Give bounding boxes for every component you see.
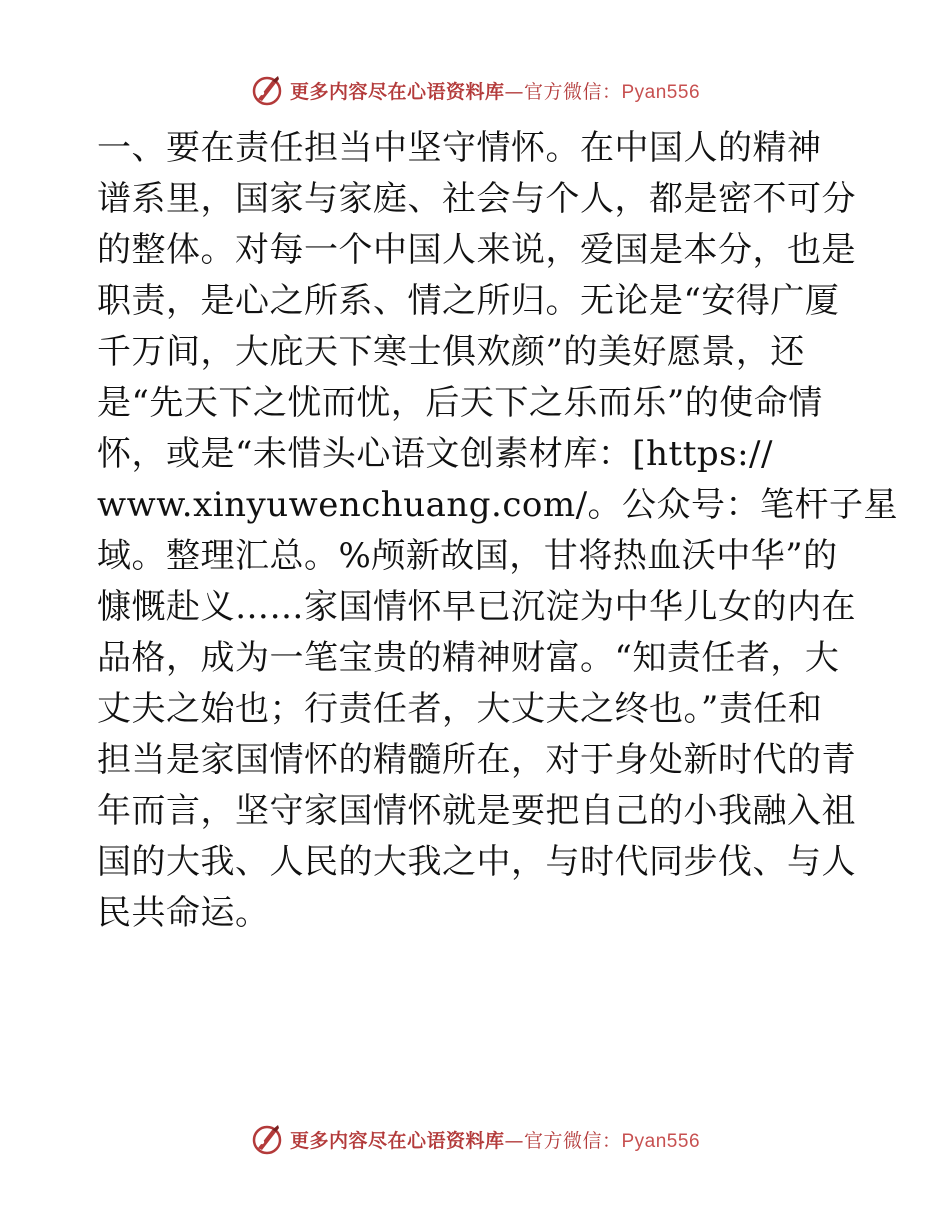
footer-account: Pyan556 xyxy=(621,1130,701,1152)
body-line-13: 担当是家国情怀的精髓所在，对于身处新时代的青 xyxy=(97,740,856,780)
body-line-1: 一、要在责任担当中坚守情怀。在中国人的精神 xyxy=(97,128,822,168)
body-line-15: 国的大我、人民的大我之中，与时代同步伐、与人 xyxy=(97,842,856,882)
header-dash: — xyxy=(504,80,524,103)
body-line-4: 职责，是心之所系、情之所归。无论是“安得广厦 xyxy=(97,281,840,321)
body-line-14: 年而言，坚守家国情怀就是要把自己的小我融入祖 xyxy=(97,791,856,831)
body-line-5: 千万间，大庇天下寒士俱欢颜”的美好愿景，还 xyxy=(97,332,805,372)
header-wechat-label: 官方微信： xyxy=(523,80,622,103)
quill-logo-icon xyxy=(250,1122,284,1156)
body-line-2: 谱系里，国家与家庭、社会与个人，都是密不可分 xyxy=(97,179,856,219)
body-line-16: 民共命运。 xyxy=(97,893,270,933)
document-body xyxy=(97,123,899,939)
footer-banner xyxy=(0,1119,950,1159)
body-line-8: www.xinyuwenchuang.com/。公众号：笔杆子星 xyxy=(97,485,899,525)
body-line-7: 怀，或是“未惜头心语文创素材库：[https:// xyxy=(97,434,773,474)
body-line-3: 的整体。对每一个中国人来说，爱国是本分，也是 xyxy=(97,230,856,270)
footer-banner-text xyxy=(290,1126,700,1153)
footer-brand-text: 更多内容尽在心语资料库 xyxy=(289,1129,505,1152)
body-line-9: 域。整理汇总。%颅新故国，甘将热血沃中华”的 xyxy=(97,536,838,576)
body-line-11: 品格，成为一笔宝贵的精神财富。“知责任者，大 xyxy=(97,638,840,678)
footer-dash: — xyxy=(504,1129,524,1152)
header-banner-text xyxy=(290,77,700,104)
footer-wechat-label: 官方微信： xyxy=(523,1129,622,1152)
header-account: Pyan556 xyxy=(621,81,701,103)
header-brand-text: 更多内容尽在心语资料库 xyxy=(289,80,505,103)
quill-logo-icon xyxy=(250,73,284,107)
body-line-10: 慷慨赴义……家国情怀早已沉淀为中华儿女的内在 xyxy=(97,587,856,627)
body-line-6: 是“先天下之忧而忧，后天下之乐而乐”的使命情 xyxy=(97,383,823,423)
body-line-12: 丈夫之始也；行责任者，大丈夫之终也。”责任和 xyxy=(97,689,823,729)
header-banner xyxy=(0,70,950,110)
